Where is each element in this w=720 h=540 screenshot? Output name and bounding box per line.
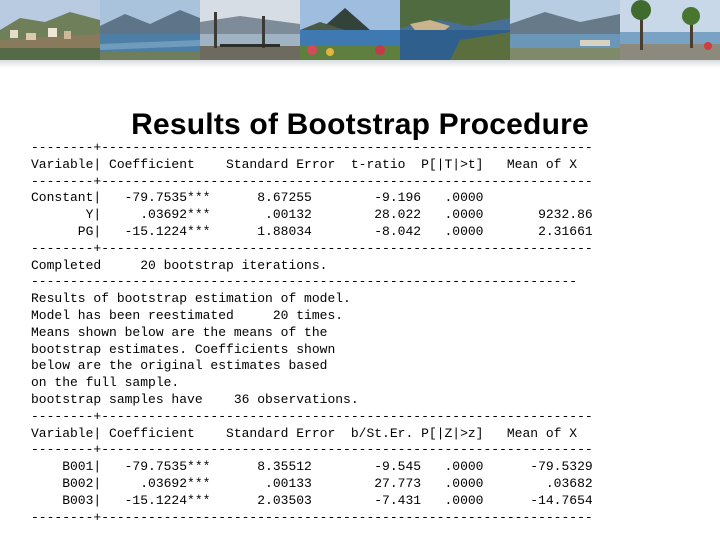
table-rule: --------+--------------------------------------------------------------- [31,173,593,189]
note-line: Means shown below are the means of the [31,324,328,340]
table-row: B002| .03692*** .00133 27.773 .0000 .03682 [31,475,593,491]
lake-shore-photo [510,0,620,60]
note-line: bootstrap samples have 36 observations. [31,391,359,407]
hillside-village-photo [0,0,100,60]
table-row: Y| .03692*** .00132 28.022 .0000 9232.86 [31,207,593,223]
banner-divider [0,60,720,68]
note-line: Results of bootstrap estimation of model. [31,291,351,307]
note-line: on the full sample. [31,375,180,391]
harbor-aerial-photo [400,0,510,60]
table-row: Constant| -79.7535*** 8.67255 -9.196 .0000 [31,190,484,206]
table-row: B003| -15.1224*** 2.03503 -7.431 .0000 -14.7654 [31,492,593,508]
lakeside-promenade-photo [200,0,300,60]
note-line: bootstrap estimates. Coefficients shown [31,341,336,357]
table-rule: --------+--------------------------------------------------------------- [31,240,593,256]
palm-promenade-photo [620,0,720,60]
bootstrap-output [31,140,593,526]
lake-bay-photo [100,0,200,60]
table-row: PG| -15.1224*** 1.88034 -8.042 .0000 2.31661 [31,223,593,239]
table-row: B001| -79.7535*** 8.35512 -9.545 .0000 -79.5329 [31,459,593,475]
table-rule: --------+--------------------------------------------------------------- [31,442,593,458]
table-header: Variable| Coefficient Standard Error t-ratio P[|T|>t] Mean of X [31,156,578,172]
table-rule: --------+--------------------------------------------------------------- [31,408,593,424]
note-line: Model has been reestimated 20 times. [31,307,344,323]
completion-text: Completed 20 bootstrap iterations. [31,257,328,273]
table-rule: ---------------------------------------------------------------------- [31,274,578,290]
table-rule: --------+--------------------------------------------------------------- [31,140,593,155]
note-line: below are the original estimates based [31,358,328,374]
table-rule: --------+--------------------------------------------------------------- [31,509,593,525]
table-header: Variable| Coefficient Standard Error b/St.Er. P[|Z|>z] Mean of X [31,425,578,441]
photo-banner [0,0,720,60]
lake-panorama-photo [300,0,400,60]
slide-title: Results of Bootstrap Procedure [131,108,589,142]
